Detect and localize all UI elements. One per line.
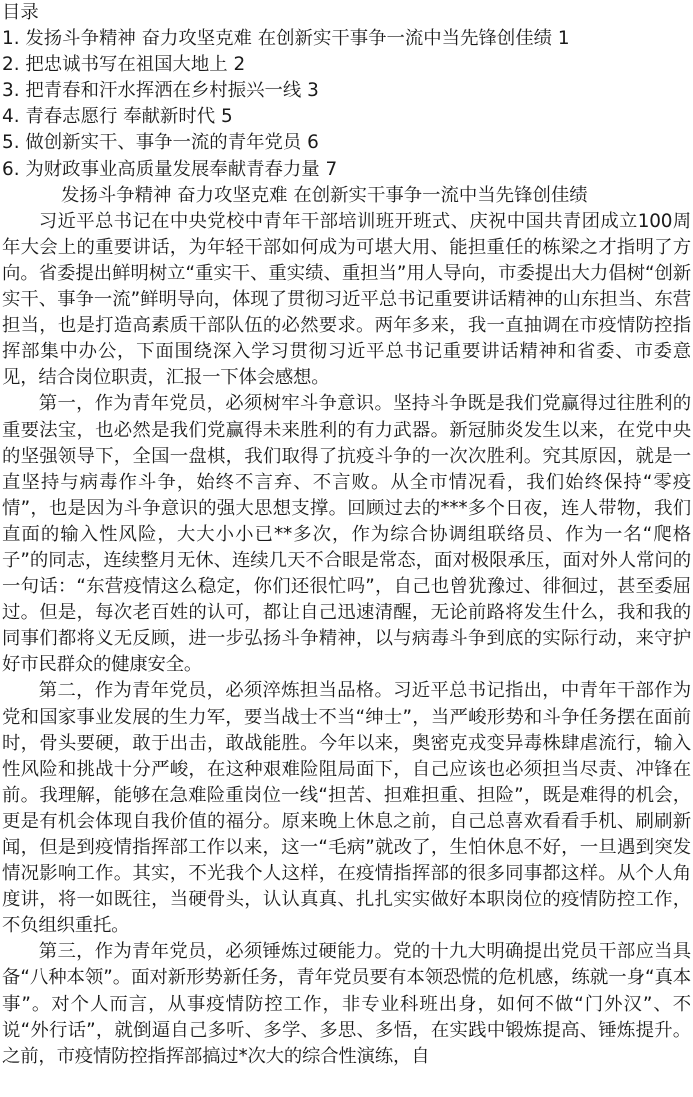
toc-item[interactable]: 6. 为财政事业高质量发展奉献青春力量 7	[2, 158, 338, 180]
article	[2, 183, 691, 1070]
toc-item[interactable]: 5. 做创新实干、事争一流的青年党员 6	[2, 132, 319, 154]
article-paragraph: 第一，作为青年党员，必须树牢斗争意识。坚持斗争既是我们党赢得过往胜利的重要法宝，也必然是我们党赢得未来胜利的有力武器。新冠肺炎发生以来，在党中央的坚强领导下，全国一盘棋，我们取得了抗疫斗争的一次次胜利。究其原因，就是一直坚持与病毒作斗争，始终不言弃、不言败。从全市情况看，我们始终保持“零疫情”，也是因为斗争意识的强大思想支撑。回顾过去的***多个日夜，连人带物，我们直面的输入性风险，大大小小已**多次，作为综合协调组联络员、作为一名“爬格子”的同志，连续整月无休、连续几天不合眼是常态，面对极限承压，面对外人常问的一句话：“东营疫情这么稳定，你们还很忙吗”，自己也曾犹豫过、徘徊过，甚至委屈过。但是，每次老百姓的认可，都让自己迅速清醒，无论前路将发生什么，我和我的同事们都将义无反顾，进一步弘扬斗争精神，以与病毒斗争到底的实际行动，来守护好市民群众的健康安全。	[2, 393, 691, 676]
toc-title: 目录	[2, 2, 39, 23]
table-of-contents	[2, 0, 691, 183]
article-paragraph: 第三，作为青年党员，必须锤炼过硬能力。党的十九大明确提出党员干部应当具备“八种本领”。面对新形势新任务，青年党员要有本领恐慌的危机感，练就一身“真本事”。对个人而言，从事疫情防控工作，非专业科班出身，如何不做“门外汉”、不说“外行话”，就倒逼自己多听、多学、多思、多悟，在实践中锻炼提高、锤炼提升。之前，市疫情防控指挥部搞过*次大的综合性演练，自	[2, 941, 691, 1067]
toc-item[interactable]: 1. 发扬斗争精神 奋力攻坚克难 在创新实干事争一流中当先锋创佳绩 1	[2, 28, 570, 50]
toc-item[interactable]: 4. 青春志愿行 奉献新时代 5	[2, 106, 233, 128]
toc-item[interactable]: 2. 把忠诚书写在祖国大地上 2	[2, 54, 246, 76]
article-paragraph: 第二，作为青年党员，必须淬炼担当品格。习近平总书记指出，中青年干部作为党和国家事业发展的生力军，要当战士不当“绅士”，当严峻形势和斗争任务摆在面前时，骨头要硬，敢于出击，敢战能胜。今年以来，奥密克戎变异毒株肆虐流行，输入性风险和挑战十分严峻，在这种艰难险阻局面下，自己应该也必须担当尽责、冲锋在前。我理解，能够在急难险重岗位一线“担苦、担难担重、担险”，既是难得的机会，更是有机会体现自我价值的福分。原来晚上休息之前，自己总喜欢看看手机、刷刷新闻，但是到疫情指挥部工作以来，这一“毛病”就改了，生怕休息不好，一旦遇到突发情况影响工作。其实，不光我个人这样，在疫情指挥部的很多同事都这样。从个人角度讲，将一如既往，当硬骨头，认认真真、扎扎实实做好本职岗位的疫情防控工作，不负组织重托。	[2, 680, 691, 937]
article-paragraph: 习近平总书记在中央党校中青年干部培训班开班式、庆祝中国共青团成立100周年大会上的重要讲话，为年轻干部如何成为可堪大用、能担重任的栋梁之才指明了方向。省委提出鲜明树立“重实干、重实绩、重担当”用人导向，市委提出大力倡树“创新实干、事争一流”鲜明导向，体现了贯彻习近平总书记重要讲话精神的山东担当、东营担当，也是打造高素质干部队伍的必然要求。两年多来，我一直抽调在市疫情防控指挥部集中办公，下面围绕深入学习贯彻习近平总书记重要讲话精神和省委、市委意见，结合岗位职责，汇报一下体会感想。	[2, 210, 691, 389]
article-title: 发扬斗争精神 奋力攻坚克难 在创新实干事争一流中当先锋创佳绩	[61, 184, 588, 206]
toc-list	[2, 26, 691, 183]
toc-item[interactable]: 3. 把青春和汗水挥洒在乡村振兴一线 3	[2, 80, 319, 102]
